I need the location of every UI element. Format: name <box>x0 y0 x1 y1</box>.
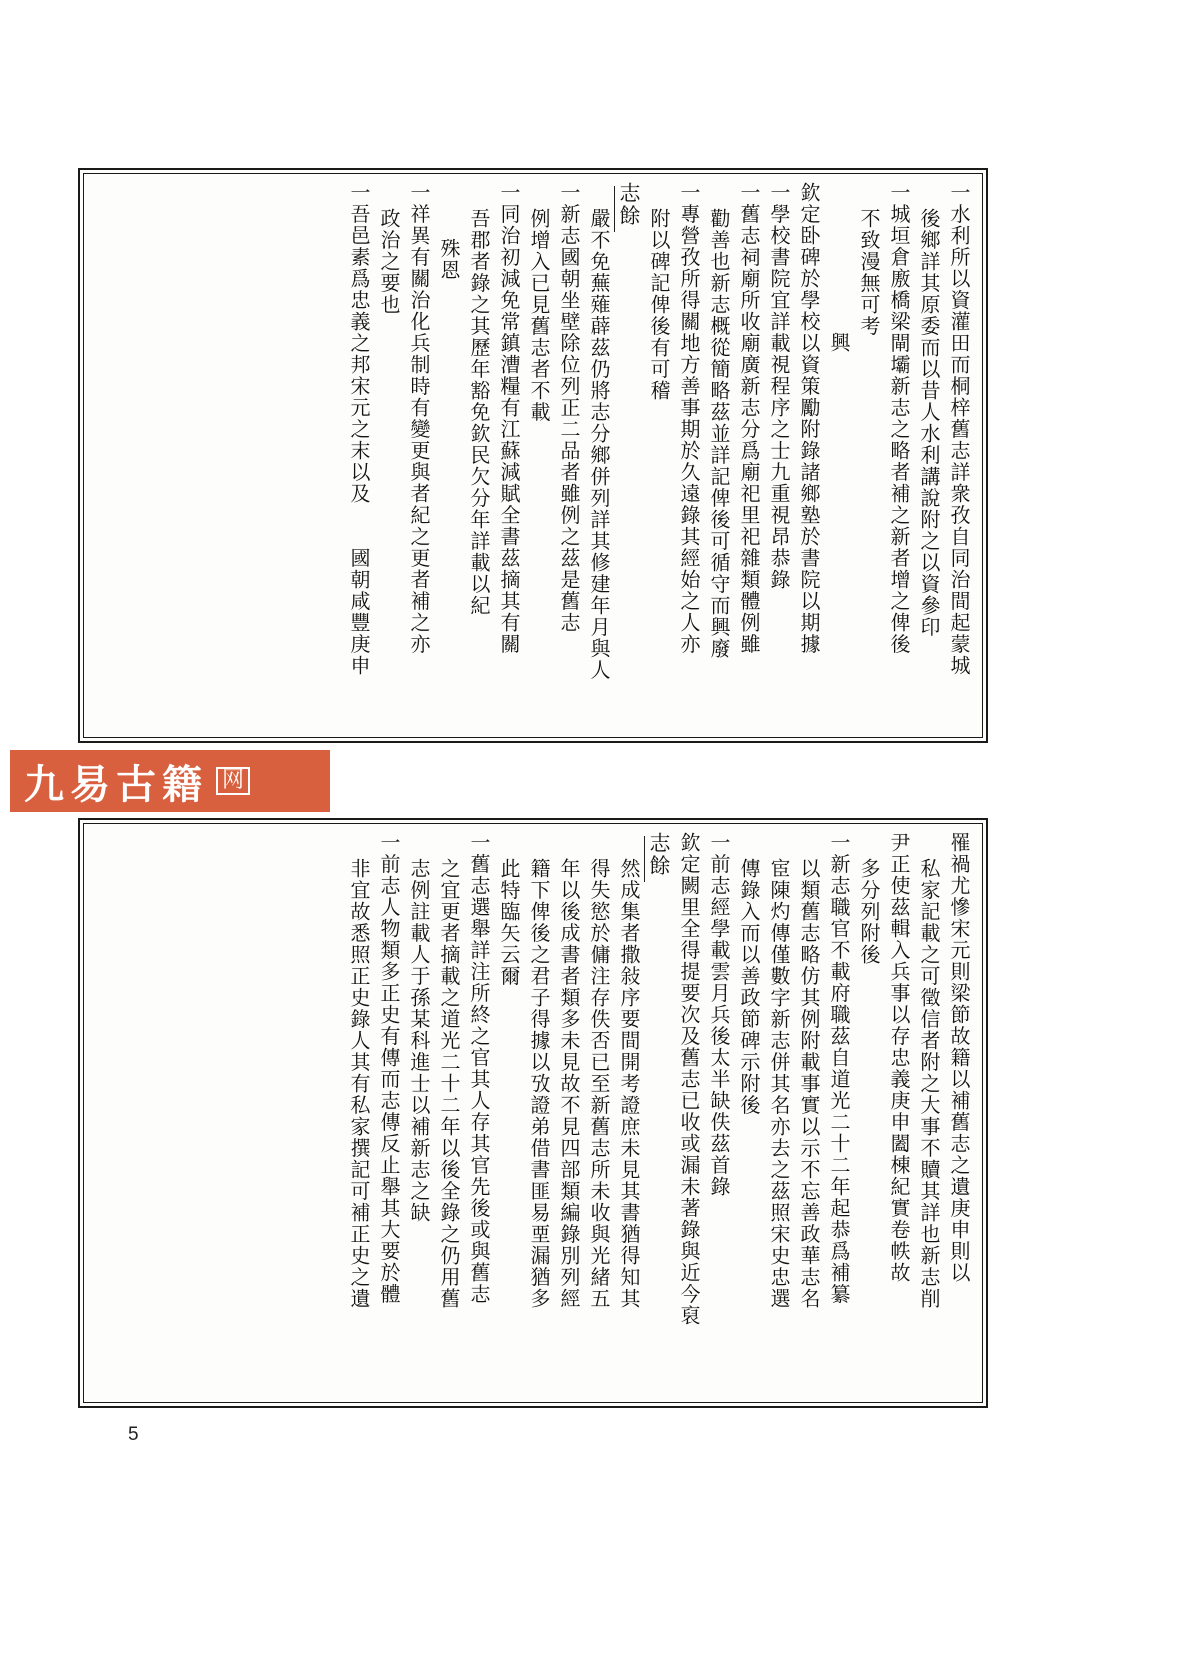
text-column: 一同治初減免常鎮漕糧有江蘇減賦全書茲摘其有關 <box>497 182 521 655</box>
folio-number: 5 <box>128 1424 139 1445</box>
bottom-page-columns <box>92 832 974 1394</box>
text-column: 後鄉詳其原委而以昔人水利講說附之以資參印 <box>917 208 941 638</box>
text-column: 此特臨矢云爾 <box>497 858 521 987</box>
text-column: 傳錄入而以善政節碑示附後 <box>737 858 761 1116</box>
text-column: 例增入已見舊志者不載 <box>527 208 551 423</box>
text-column: 不致漫無可考 <box>857 208 881 337</box>
text-column: 以類舊志略仿其例附載事實以示不忘善政華志名 <box>797 858 821 1310</box>
text-column: 籍下俾後之君子得據以攷證弟借書匪易垔漏猶多 <box>527 858 551 1310</box>
text-column: 年以後成書者類多未見故不見四部類編錄別列經 <box>557 858 581 1310</box>
text-column: 然成集者撒敍序要間開考證庶未見其書猶得知其 <box>617 858 641 1310</box>
text-column: 多分列附後 <box>857 858 881 966</box>
text-column: 欽定卧碑於學校以資策勵附錄諸鄉塾於書院以期據 <box>797 182 821 655</box>
text-column: 一前志經學載雲月兵後太半缺佚茲首錄 <box>707 832 731 1198</box>
text-column: 欽定闕里全得提要次及舊志已收或漏未著錄與近今裒 <box>677 832 701 1327</box>
text-column: 一學校書院宜詳載視程序之士九重視昂恭錄 <box>767 182 791 591</box>
text-column: 非宜故悉照正史錄人其有私家撰記可補正史之遺 <box>347 858 371 1310</box>
watermark-banner <box>10 750 330 812</box>
fanli-marker <box>614 186 615 232</box>
text-column: 私家記載之可徵信者附之大事不贖其詳也新志削 <box>917 858 941 1310</box>
text-column: 吾郡者錄之其歷年豁免欽民欠分年詳載以紀 <box>467 208 491 617</box>
section-label: 志餘 <box>647 832 671 877</box>
text-column: 嚴不免蕪薙薜茲仍將志分鄉併列詳其修建年月與人 <box>587 208 611 681</box>
text-column: 一吾邑素爲忠義之邦宋元之末以及 國朝咸豐庚申 <box>347 182 371 677</box>
top-page-block <box>78 168 988 743</box>
text-column: 政治之要也 <box>377 208 401 316</box>
text-column: 一城垣倉廒橋梁閘壩新志之略者補之新者增之俾後 <box>887 182 911 655</box>
text-column: 得失慾於傭注存佚否已至新舊志所未收與光緒五 <box>587 858 611 1310</box>
text-column: 宦陳灼傳僅數字新志併其名亦去之茲照宋史忠選 <box>767 858 791 1310</box>
text-column: 勸善也新志概從簡略茲並詳記俾後可循守而興廢 <box>707 208 731 660</box>
leaf-center-column <box>644 832 674 1394</box>
text-column: 一舊志選舉詳注所終之官其人存其官先後或與舊志 <box>467 832 491 1305</box>
text-column: 一新志國朝坐壁除位列正二品者雖例之茲是舊志 <box>557 182 581 634</box>
text-column: 殊恩 <box>437 238 461 281</box>
text-column: 一水利所以資灌田而桐梓舊志詳衆孜自同治間起蒙城 <box>947 182 971 677</box>
text-column: 一新志職官不載府職茲自道光二十二年起恭爲補纂 <box>827 832 851 1305</box>
text-column: 興 <box>827 332 851 354</box>
text-column: 之宜更者摘載之道光二十二年以後全錄之仍用舊 <box>437 858 461 1310</box>
bottom-page-block <box>78 818 988 1408</box>
text-column: 一祥異有關治化兵制時有變更與者紀之更者補之亦 <box>407 182 431 655</box>
watermark-text: 九易古籍 <box>24 760 208 808</box>
section-label: 志餘 <box>617 182 641 227</box>
text-column: 一舊志祠廟所收廟廣新志分爲廟祀里祀雜類體例雖 <box>737 182 761 655</box>
text-column: 志例註載人于孫某科進士以補新志之缺 <box>407 858 431 1224</box>
text-column: 罹禍尤慘宋元則梁節故籍以補舊志之遺庚申則以 <box>947 832 971 1284</box>
text-column: 尹正使茲輯入兵事以存忠義庚申闔棟紀實卷帙故 <box>887 832 911 1284</box>
watermark-suffix: 网 <box>216 767 250 795</box>
top-page-columns <box>92 182 974 729</box>
text-column: 一專營孜所得關地方善事期於久遠錄其經始之人亦 <box>677 182 701 655</box>
leaf-center-column <box>614 182 644 729</box>
text-column: 一前志人物類多正史有傳而志傳反止舉其大要於體 <box>377 832 401 1305</box>
fanli-marker <box>644 836 645 882</box>
text-column: 附以碑記俾後有可稽 <box>647 208 671 402</box>
